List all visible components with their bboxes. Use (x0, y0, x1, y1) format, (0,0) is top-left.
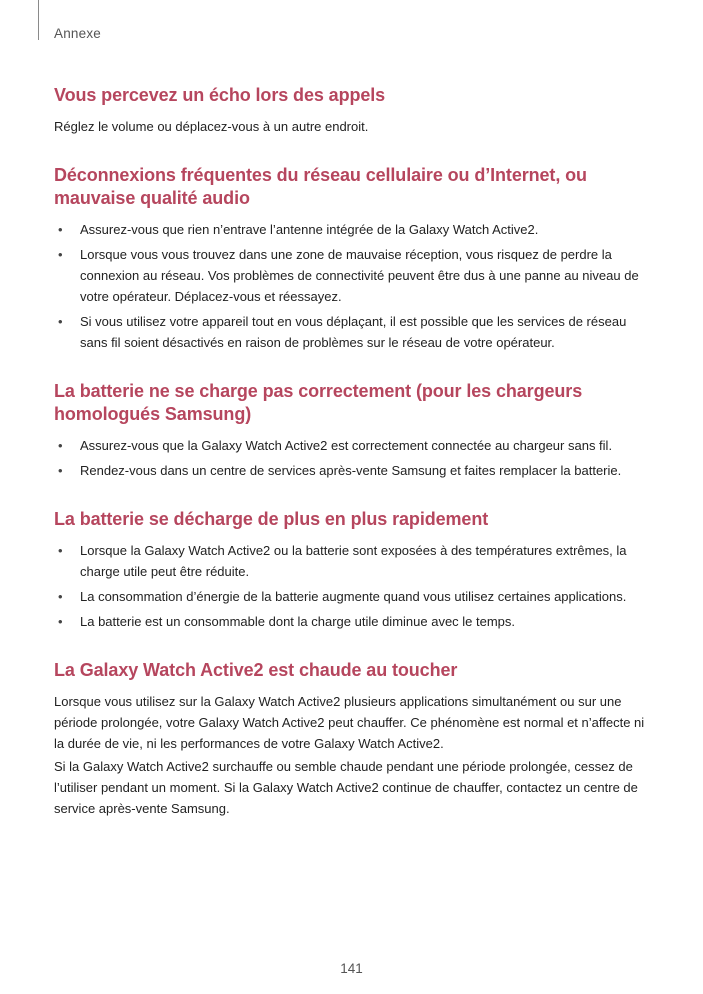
page-content (54, 84, 654, 821)
list-item (54, 219, 654, 240)
list-item-text: Assurez-vous que la Galaxy Watch Active2 est correctement connectée au chargeur sans fil. (80, 438, 613, 453)
bullet-icon: • (58, 543, 63, 558)
list-item (54, 311, 654, 353)
margin-rule (38, 0, 39, 40)
section-title: Vous percevez un écho lors des appels (54, 85, 386, 105)
list-item (54, 611, 654, 632)
bullet-icon: • (58, 463, 63, 478)
list-item (54, 460, 654, 481)
section-title: Déconnexions fréquentes du réseau cellulaire ou d’Internet, ou mauvaise qualité audio (54, 165, 587, 208)
bullet-icon: • (58, 222, 63, 237)
section-label: Annexe (54, 26, 101, 41)
list-item-text: La batterie est un consommable dont la charge utile diminue avec le temps. (80, 614, 516, 629)
list-item-text: Lorsque vous vous trouvez dans une zone de mauvaise réception, vous risquez de perdre la connexion au réseau. Vos problèmes de connectivité peuvent être dus à une panne au niveau de votre opérateur. Déplacez-vous et réessayez. (80, 247, 639, 304)
bullet-icon: • (58, 614, 63, 629)
list-item-text: Lorsque la Galaxy Watch Active2 ou la batterie sont exposées à des températures extrêmes, la charge utile peut être réduite. (80, 543, 627, 579)
bullet-list (54, 219, 654, 353)
section-title: La Galaxy Watch Active2 est chaude au toucher (54, 660, 458, 680)
page-number: 141 (340, 961, 363, 976)
list-item (54, 586, 654, 607)
bullet-list (54, 540, 654, 632)
section-battery-not-charging (54, 380, 654, 481)
list-item-text: La consommation d’énergie de la batterie augmente quand vous utilisez certaines applications. (80, 589, 627, 604)
paragraph: Réglez le volume ou déplacez-vous à un autre endroit. (54, 119, 369, 134)
list-item (54, 540, 654, 582)
bullet-icon: • (58, 589, 63, 604)
list-item-text: Si vous utilisez votre appareil tout en vous déplaçant, il est possible que les services de réseau sans fil soient désactivés en raison de problèmes sur le réseau de votre opérateur. (80, 314, 627, 350)
bullet-list (54, 435, 654, 481)
section-echo (54, 84, 654, 137)
section-title: La batterie se décharge de plus en plus rapidement (54, 509, 489, 529)
list-item (54, 244, 654, 307)
section-title: La batterie ne se charge pas correctement (pour les chargeurs homologués Samsung) (54, 381, 583, 424)
section-battery-draining (54, 508, 654, 632)
bullet-icon: • (58, 314, 63, 329)
list-item-text: Rendez-vous dans un centre de services après-vente Samsung et faites remplacer la batterie. (80, 463, 622, 478)
list-item (54, 435, 654, 456)
bullet-icon: • (58, 247, 63, 262)
bullet-icon: • (58, 438, 63, 453)
paragraph: Lorsque vous utilisez sur la Galaxy Watch Active2 plusieurs applications simultanément ou sur une période prolongée, votre Galaxy Watch Active2 peut chauffer. Ce phénomène est normal et n’affecte ni la durée de vie, ni les performances de votre Galaxy Watch Active2. (54, 694, 645, 751)
list-item-text: Assurez-vous que rien n’entrave l’antenne intégrée de la Galaxy Watch Active2. (80, 222, 539, 237)
paragraph: Si la Galaxy Watch Active2 surchauffe ou semble chaude pendant une période prolongée, cessez de l’utiliser pendant un moment. Si la Galaxy Watch Active2 continue de chauffer, contactez un centre de service après-vente Samsung. (54, 759, 638, 816)
section-watch-hot (54, 659, 654, 819)
section-network-disconnections (54, 164, 654, 353)
